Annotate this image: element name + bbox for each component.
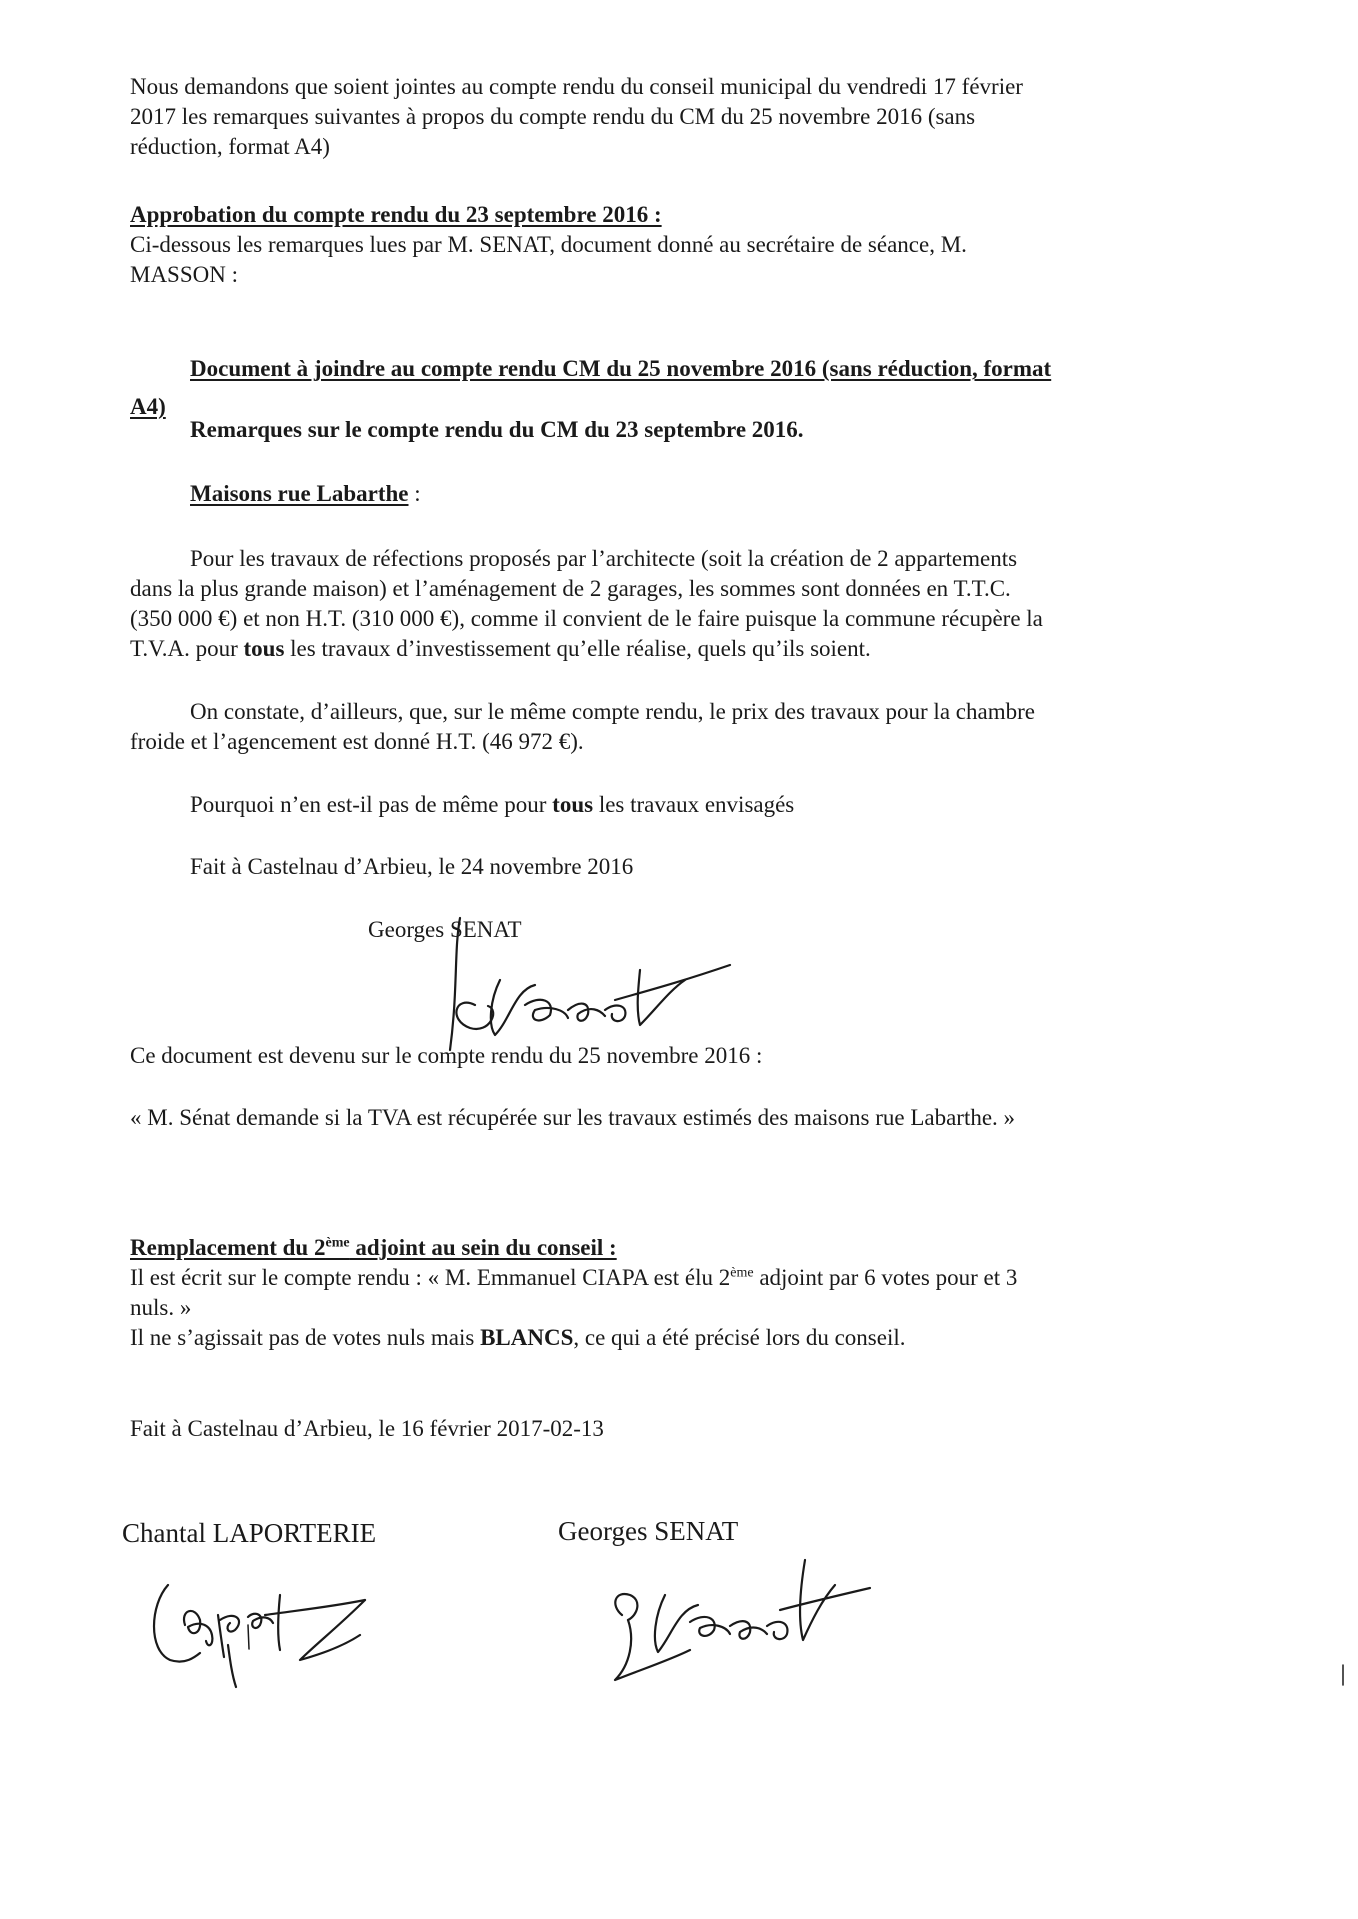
document-heading-line: Document à joindre au compte rendu CM du 25 novembre 2016 (sans réduction, format [190,356,1052,381]
paragraph-line: (350 000 €) et non H.T. (310 000 €), comme il convient de le faire puisque la commune récupère la [130,606,1043,631]
remarques-title: Remarques sur le compte rendu du CM du 23 septembre 2016. [190,417,804,442]
paragraph-pourquoi [190,790,794,820]
paragraph-text: Pourquoi n’en est-il pas de même pour [190,792,553,817]
paragraph-constate [130,697,1035,757]
intro-line: réduction, format A4) [130,134,330,159]
remplacement-text: Il ne s’agissait pas de votes nuls mais [130,1325,481,1350]
fait-le-16-fevrier [130,1414,604,1444]
document-heading-continuation [130,392,166,422]
paragraph-line: dans la plus grande maison) et l’aménagement de 2 garages, les sommes sont données en T.T.C. [130,576,1011,601]
remplacement-text: Il est écrit sur le compte rendu : « M. Emmanuel CIAPA est élu 2 [130,1265,731,1290]
emphasis-tous: tous [552,792,594,817]
section-title-approbation: Approbation du compte rendu du 23 septembre 2016 : [130,202,662,227]
title-text: adjoint au sein du conseil : [349,1235,617,1260]
fait-line: Fait à Castelnau d’Arbieu, le 24 novembre 2016 [190,854,634,879]
paragraph-line: froide et l’agencement est donné H.T. (46 972 €). [130,729,584,754]
fait-le-24-novembre [190,852,633,882]
paragraph-text: T.V.A. pour [130,636,244,661]
title-text: Remplacement du 2 [130,1235,326,1260]
approbation-section [130,200,967,290]
signature-senat-2 [600,1540,880,1700]
signature-senat-1 [440,910,760,1060]
section-title-remplacement [130,1233,1017,1263]
paragraph-line: Pour les travaux de réfections proposés par l’architecte (soit la création de 2 appartements [190,546,1018,571]
emphasis-tous: tous [243,636,285,661]
signatory-name: Georges SENAT [558,1516,739,1546]
approbation-line: MASSON : [130,262,239,287]
signatory-name: Georges SENAT [368,917,522,942]
paragraph-text: les travaux envisagés [593,792,795,817]
approbation-line: Ci-dessous les remarques lues par M. SENAT, document donné au secrétaire de séance, M. [130,232,967,257]
remplacement-line: nuls. » [130,1295,192,1320]
closing-fait: Fait à Castelnau d’Arbieu, le 16 février 2017-02-13 [130,1416,604,1441]
devenu-quote: « M. Sénat demande si la TVA est récupérée sur les travaux estimés des maisons rue Labarthe. » [130,1105,1016,1130]
paragraph-line: On constate, d’ailleurs, que, sur le même compte rendu, le prix des travaux pour la chambre [190,699,1035,724]
paragraph-travaux [130,544,1043,664]
remarques-heading [190,415,804,445]
devenu-line-block [130,1041,762,1071]
remplacement-text: adjoint par 6 votes pour et 3 [753,1265,1018,1290]
devenu-quote-block [130,1103,1015,1133]
maisons-heading [190,479,421,509]
intro-line: 2017 les remarques suivantes à propos du compte rendu du CM du 25 novembre 2016 (sans [130,104,976,129]
title-superscript: ème [325,1235,350,1251]
scan-mark [244,1623,254,1653]
document-heading-line: A4) [130,394,166,419]
scan-mark [1338,1663,1348,1693]
devenu-line: Ce document est devenu sur le compte rendu du 25 novembre 2016 : [130,1043,763,1068]
maisons-colon: : [408,481,421,506]
intro-paragraph [130,72,1023,162]
document-heading [190,354,1051,384]
remplacement-section [130,1233,1017,1353]
maisons-title: Maisons rue Labarthe [190,481,409,506]
remplacement-superscript: ème [730,1265,754,1281]
intro-line: Nous demandons que soient jointes au compte rendu du conseil municipal du vendredi 17 février [130,74,1023,99]
signature-laporterie [140,1565,390,1695]
emphasis-blancs: BLANCS [480,1325,574,1350]
paragraph-text: les travaux d’investissement qu’elle réalise, quels qu’ils soient. [284,636,871,661]
signatory-laporterie [122,1518,376,1548]
remplacement-text: , ce qui a été précisé lors du conseil. [573,1325,906,1350]
signatory-name: Chantal LAPORTERIE [122,1518,377,1548]
